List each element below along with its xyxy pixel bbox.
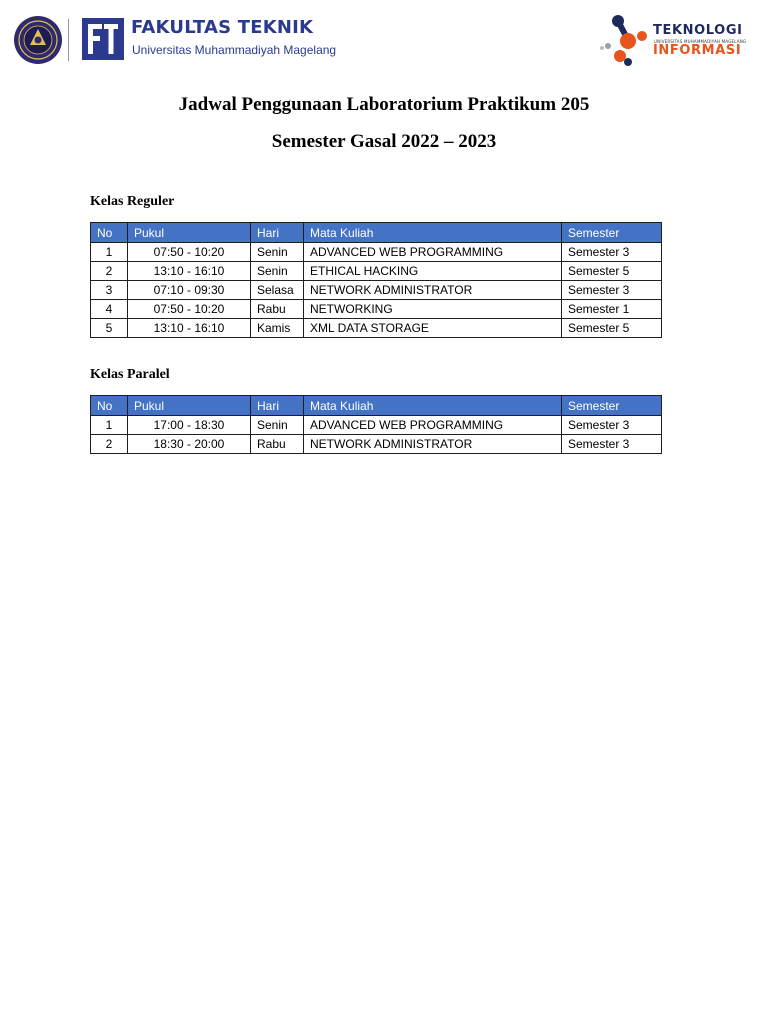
schedule-table-reguler bbox=[90, 222, 662, 338]
column-header-semester: Semester bbox=[562, 223, 662, 243]
table-row bbox=[91, 416, 662, 435]
cell-no: 2 bbox=[91, 262, 128, 281]
cell-hari: Senin bbox=[251, 243, 304, 262]
cell-no: 5 bbox=[91, 319, 128, 338]
faculty-name: FAKULTAS TEKNIK bbox=[131, 17, 314, 38]
cell-pukul: 18:30 - 20:00 bbox=[128, 435, 251, 454]
cell-semester: Semester 5 bbox=[562, 319, 662, 338]
cell-semester: Semester 3 bbox=[562, 416, 662, 435]
faculty-logo-icon bbox=[82, 18, 124, 60]
document-subtitle: Semester Gasal 2022 – 2023 bbox=[271, 131, 497, 152]
table-row bbox=[91, 281, 662, 300]
cell-no: 4 bbox=[91, 300, 128, 319]
table-row bbox=[91, 243, 662, 262]
cell-mata-kuliah: NETWORK ADMINISTRATOR bbox=[304, 435, 562, 454]
cell-semester: Semester 3 bbox=[562, 435, 662, 454]
cell-semester: Semester 3 bbox=[562, 281, 662, 300]
cell-semester: Semester 1 bbox=[562, 300, 662, 319]
cell-hari: Rabu bbox=[251, 300, 304, 319]
table-row bbox=[91, 262, 662, 281]
cell-hari: Selasa bbox=[251, 281, 304, 300]
section-heading-paralel: Kelas Paralel bbox=[90, 367, 170, 382]
column-header-mata-kuliah: Mata Kuliah bbox=[304, 396, 562, 416]
program-logo-icon bbox=[598, 14, 650, 68]
cell-semester: Semester 5 bbox=[562, 262, 662, 281]
cell-pukul: 17:00 - 18:30 bbox=[128, 416, 251, 435]
cell-mata-kuliah: ETHICAL HACKING bbox=[304, 262, 562, 281]
cell-pukul: 13:10 - 16:10 bbox=[128, 319, 251, 338]
university-seal-icon bbox=[13, 15, 63, 65]
column-header-pukul: Pukul bbox=[128, 396, 251, 416]
column-header-no: No bbox=[91, 396, 128, 416]
column-header-hari: Hari bbox=[251, 223, 304, 243]
cell-hari: Kamis bbox=[251, 319, 304, 338]
column-header-mata-kuliah: Mata Kuliah bbox=[304, 223, 562, 243]
table-row bbox=[91, 319, 662, 338]
column-header-semester: Semester bbox=[562, 396, 662, 416]
table-header-row bbox=[91, 223, 662, 243]
column-header-hari: Hari bbox=[251, 396, 304, 416]
schedule-table-paralel bbox=[90, 395, 662, 454]
cell-mata-kuliah: NETWORK ADMINISTRATOR bbox=[304, 281, 562, 300]
table-row bbox=[91, 300, 662, 319]
cell-pukul: 07:10 - 09:30 bbox=[128, 281, 251, 300]
cell-pukul: 07:50 - 10:20 bbox=[128, 243, 251, 262]
cell-mata-kuliah: XML DATA STORAGE bbox=[304, 319, 562, 338]
section-heading-reguler: Kelas Reguler bbox=[90, 194, 175, 209]
document-title: Jadwal Penggunaan Laboratorium Praktikum 205 bbox=[178, 94, 590, 115]
cell-pukul: 07:50 - 10:20 bbox=[128, 300, 251, 319]
header-divider bbox=[68, 19, 69, 61]
cell-no: 1 bbox=[91, 416, 128, 435]
cell-no: 2 bbox=[91, 435, 128, 454]
program-name-top: TEKNOLOGI bbox=[653, 23, 743, 38]
cell-no: 1 bbox=[91, 243, 128, 262]
page-header bbox=[0, 0, 768, 80]
column-header-pukul: Pukul bbox=[128, 223, 251, 243]
cell-semester: Semester 3 bbox=[562, 243, 662, 262]
table-header-row bbox=[91, 396, 662, 416]
cell-hari: Rabu bbox=[251, 435, 304, 454]
column-header-no: No bbox=[91, 223, 128, 243]
table-row bbox=[91, 435, 662, 454]
university-name: Universitas Muhammadiyah Magelang bbox=[132, 43, 337, 57]
program-name-bottom: INFORMASI bbox=[653, 43, 742, 58]
cell-hari: Senin bbox=[251, 262, 304, 281]
cell-mata-kuliah: ADVANCED WEB PROGRAMMING bbox=[304, 416, 562, 435]
cell-mata-kuliah: ADVANCED WEB PROGRAMMING bbox=[304, 243, 562, 262]
cell-pukul: 13:10 - 16:10 bbox=[128, 262, 251, 281]
cell-hari: Senin bbox=[251, 416, 304, 435]
program-university: UNIVERSITAS MUHAMMADIYAH MAGELANG bbox=[654, 39, 747, 44]
cell-no: 3 bbox=[91, 281, 128, 300]
cell-mata-kuliah: NETWORKING bbox=[304, 300, 562, 319]
